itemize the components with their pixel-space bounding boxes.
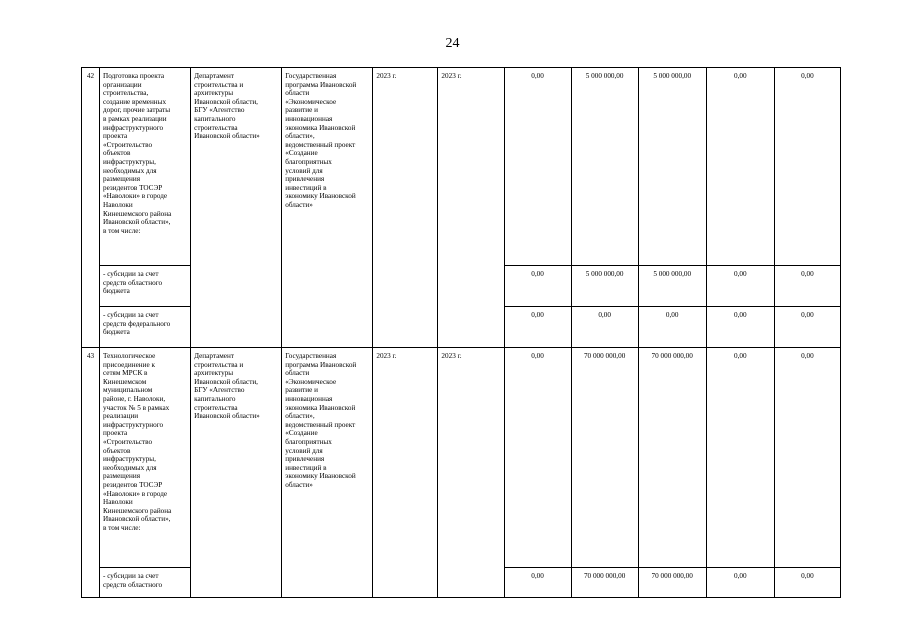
value-cell: 0,00 [638,307,706,348]
value-cell: 0,00 [706,307,774,348]
row-executor: Департамент строительства и архитектуры Ивановской области, БГУ «Агентство капитального строительства Ивановской области» [191,68,282,266]
row-program-spacer [282,307,373,348]
value-cell: 5 000 000,00 [571,68,638,266]
value-cell: 70 000 000,00 [571,348,638,568]
table-subrow [82,568,841,598]
value-cell: 0,00 [504,568,571,598]
row-start-year: 2023 г. [373,68,438,266]
value-cell: 0,00 [706,348,774,568]
table-row [82,348,841,568]
row-end-year: 2023 г. [438,68,504,266]
value-cell: 70 000 000,00 [638,348,706,568]
table-subrow [82,307,841,348]
row-end-year: 2023 г. [438,348,504,568]
table-subrow [82,266,841,307]
value-cell: 0,00 [706,266,774,307]
value-cell: 5 000 000,00 [638,266,706,307]
row-end-spacer [438,568,504,598]
value-cell: 0,00 [774,568,840,598]
row-start-spacer [373,266,438,307]
subrow-label: - субсидии за счет средств федерального бюджета [100,307,191,348]
value-cell: 5 000 000,00 [571,266,638,307]
row-number-spacer [82,266,100,307]
row-number-spacer [82,307,100,348]
row-end-spacer [438,307,504,348]
row-name: Технологическое присоединение к сетям МРСК в Кинешемском муниципальном районе, г. Наволоки, участок № 5 в рамках реализации инфраструктурного проекта «Строительство объектов инфраструктуры, необходимых для размещения резидентов ТОСЭР «Наволоки» в городе Наволоки Кинешемского района Ивановской области», в том числе: [100,348,191,568]
page-number: 24 [445,36,460,51]
row-program: Государственная программа Ивановской области «Экономическое развитие и инновационная экономика Ивановской области», ведомственный проект «Создание благоприятных условий для привлечения инвестиций в экономику Ивановской области» [282,348,373,568]
value-cell: 0,00 [571,307,638,348]
subrow-label: - субсидии за счет средств областного бюджета [100,266,191,307]
row-executor-spacer [191,568,282,598]
row-executor-spacer [191,266,282,307]
value-cell: 70 000 000,00 [571,568,638,598]
value-cell: 0,00 [706,568,774,598]
row-number-spacer [82,568,100,598]
row-program: Государственная программа Ивановской области «Экономическое развитие и инновационная экономика Ивановской области», ведомственный проект «Создание благоприятных условий для привлечения инвестиций в экономику Ивановской области» [282,68,373,266]
value-cell: 0,00 [774,68,840,266]
value-cell: 0,00 [774,307,840,348]
row-number: 43 [82,348,100,568]
row-start-year: 2023 г. [373,348,438,568]
row-executor: Департамент строительства и архитектуры Ивановской области, БГУ «Агентство капитального строительства Ивановской области» [191,348,282,568]
row-number: 42 [82,68,100,266]
row-start-spacer [373,307,438,348]
row-executor-spacer [191,307,282,348]
value-cell: 0,00 [774,266,840,307]
value-cell: 0,00 [706,68,774,266]
value-cell: 5 000 000,00 [638,68,706,266]
subrow-label: - субсидии за счет средств областного [100,568,191,598]
table-row [82,68,841,266]
value-cell: 0,00 [504,307,571,348]
value-cell: 70 000 000,00 [638,568,706,598]
row-program-spacer [282,568,373,598]
value-cell: 0,00 [504,68,571,266]
row-end-spacer [438,266,504,307]
budget-table [81,67,841,598]
row-name: Подготовка проекта организации строительства, создание временных дорог, прочие затраты в рамках реализации инфраструктурного проекта «Строительство объектов инфраструктуры, необходимых для размещения резидентов ТОСЭР «Наволоки» в городе Наволоки Кинешемского района Ивановской области», в том числе: [100,68,191,266]
value-cell: 0,00 [774,348,840,568]
row-start-spacer [373,568,438,598]
row-program-spacer [282,266,373,307]
value-cell: 0,00 [504,266,571,307]
value-cell: 0,00 [504,348,571,568]
